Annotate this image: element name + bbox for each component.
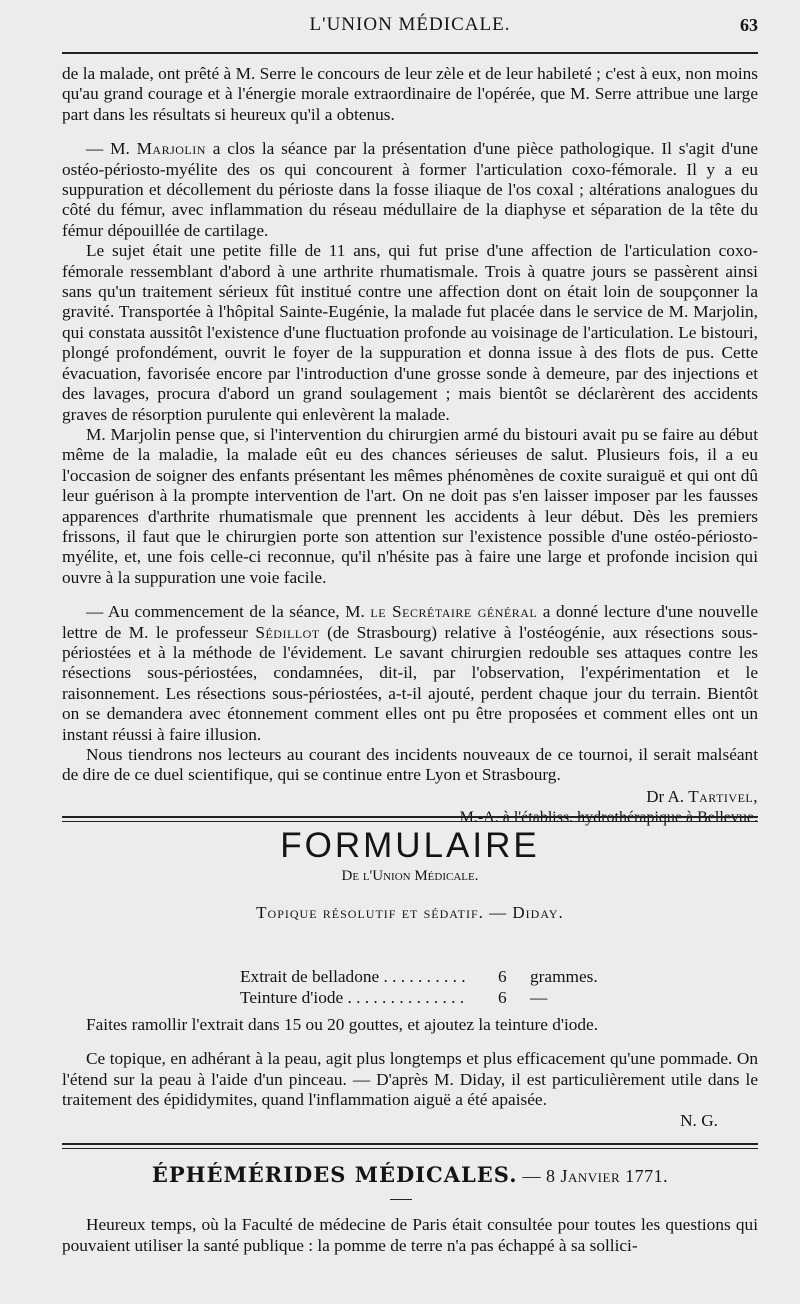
formulaire-text [62, 1015, 758, 1131]
ephemerides-body [62, 1214, 758, 1256]
ephemerides-paragraph: Heureux temps, où la Faculté de médecine de Paris était consultée pour toutes les questions qui pouvaient utiliser la santé publique : la pomme de terre n'a pas échappé à sa sollici- [62, 1215, 758, 1255]
dash-lead: — Au commencement de la séance, M. [86, 602, 371, 622]
ephemerides-heading [62, 1162, 758, 1187]
paragraph-5 [62, 602, 758, 745]
person-name: Sédillot [255, 622, 320, 642]
formulaire-subtitle: De l'Union Médicale. [341, 868, 479, 884]
ephemerides-date: — 8 Janvier 1771. [517, 1166, 669, 1186]
formulaire-section [62, 826, 758, 923]
ingredient-row [240, 966, 620, 987]
section-rule-top-thin [62, 821, 758, 822]
section-rule-mid-thin [62, 1148, 758, 1149]
paragraph-5-text: (de Strasbourg) relative à l'ostéogénie, aux résections sous-périostées et à la méthode de l'évidement. Le savant chirurgien redouble ses attaques contre les résections sous-périostées, condamnées, dit-il, par l'observation, l'expérimentation et le raisonnement. Les résections sous-périostées, a-t-il ajouté, perdent chaque jour du terrain. Bientôt on se demandera avec étonnement comment elles ont pu être proposées et comment elles ont un instant réussi à faire illusion. [62, 622, 759, 744]
dash-lead: — M. [86, 139, 137, 159]
signature-name [62, 786, 758, 807]
ingredient-name: Teinture d'iode . . . . . . . . . . . . . . [240, 988, 465, 1007]
paragraph-2-text: a clos la séance par la présentation d'une pièce pathologique. Il s'agit d'une ostéo-périosto-myélite des os qui concourent à former l'articulation coxo-fémorale. Il y a eu suppuration et décollement du périoste dans la fosse iliaque de l'os coxal ; altérations analogues du côté du fémur, avec inflammation du réseau médullaire de la diaphyse et séparation de la tête du fémur dépouillée de cartilage. [62, 139, 759, 240]
short-dash-divider [390, 1199, 412, 1200]
paragraph-4: M. Marjolin pense que, si l'intervention du chirurgien armé du bistouri avait pu se faire au début même de la maladie, la malade eût eu des chances sérieuses de salut. Plusieurs fois, il a eu l'occasion de soigner des enfants présentant les mêmes phénomènes de coxite suraiguë et qui ont dû leur guérison à la prompte intervention de l'art. On ne doit pas s'en laisser imposer par les fausses apparences d'arthrite rhumatismale que prennent les accidents à leur début. Dès les premiers frissons, il faut que le chirurgien porte son attention sur l'existence possible d'une ostéo-périosto-myélite, et, une fois celle-ci reconnue, qu'il n'hésite pas à faire une large et profonde incision qui ouvre à la suppuration une voie facile. [62, 424, 758, 587]
paragraph-1: de la malade, ont prêté à M. Serre le concours de leur zèle et de leur habileté ; c'est à eux, non moins qu'au grand courage et à l'énergie morale extraordinaire de l'opérée, que M. Serre attribue une large part dans les résultats si heureux qu'il a obtenus. [62, 64, 758, 124]
ingredient-qty: 6 [498, 988, 507, 1007]
ephemerides-title: ÉPHÉMÉRIDES MÉDICALES. [151, 1162, 518, 1187]
paragraph-2 [62, 139, 758, 241]
section-rule-mid [62, 1143, 758, 1145]
signature-prefix: Dr A. [646, 786, 689, 806]
section-rule-top [62, 816, 758, 818]
recipe-instruction: Faites ramollir l'extrait dans 15 ou 20 gouttes, et ajoutez la teinture d'iode. [86, 1015, 599, 1034]
ingredient-list [240, 966, 620, 1008]
paragraph-6: Nous tiendrons nos lecteurs au courant des incidents nouveaux de ce tournoi, il serait malséant de dire de ce duel scientifique, qui se continue entre Lyon et Strasbourg. [62, 745, 758, 785]
recipe-description: Ce topique, en adhérant à la peau, agit plus longtemps et plus efficacement qu'une pommade. On l'étend sur la peau à l'aide d'un pinceau. — D'après M. Diday, il est particulièrement utile dans le traitement des épididymites, quand l'inflammation aiguë a été apaisée. [62, 1049, 758, 1110]
ingredient-unit: grammes. [530, 967, 598, 986]
paragraph-3: Le sujet était une petite fille de 11 ans, qui fut prise d'une affection de l'articulation coxo-fémorale ressemblant d'abord à une arthrite rhumatismale. Trois à quatre jours se passèrent ainsi sans qu'un traitement sérieux fût institué contre une affection dont on était loin de soupçonner la gravité. Transportée à l'hôpital Sainte-Eugénie, la malade fut placée dans le service de M. Marjolin, qui constata aussitôt l'existence d'une fluctuation profonde au voisinage de l'articulation. Le bistouri, plongé profondément, ouvrit le foyer de la suppuration et donna issue à des flots de pus. Cette évacuation, favorisée encore par l'introduction d'une grosse sonde à demeure, par des injections et des lavages, procura d'abord un grand soulagement ; mais bientôt se déclarèrent des accidents graves de résorption purulente qui enlevèrent la malade. [62, 241, 758, 424]
header-rule [62, 52, 758, 54]
author-initials: N. G. [680, 1110, 718, 1130]
page-number: 63 [740, 15, 758, 35]
ingredient-unit: — [530, 988, 548, 1007]
person-name: Marjolin [136, 139, 206, 159]
ingredient-row [240, 987, 620, 1008]
recipe-title: Topique résolutif et sédatif. — Diday. [256, 903, 564, 922]
page-header [62, 10, 758, 44]
signature-author: Tartivel, [688, 786, 758, 806]
formulaire-title: FORMULAIRE [280, 826, 540, 865]
running-title: L'UNION MÉDICALE. [309, 14, 511, 35]
ingredient-name: Extrait de belladone . . . . . . . . . . [240, 967, 466, 986]
secretary-title: le Secrétaire général [370, 602, 538, 622]
ingredient-qty: 6 [498, 967, 507, 986]
article-body [62, 64, 758, 828]
paragraph-5-mid: a donné lecture d'une nouvelle lettre de M. le professeur [62, 602, 758, 642]
